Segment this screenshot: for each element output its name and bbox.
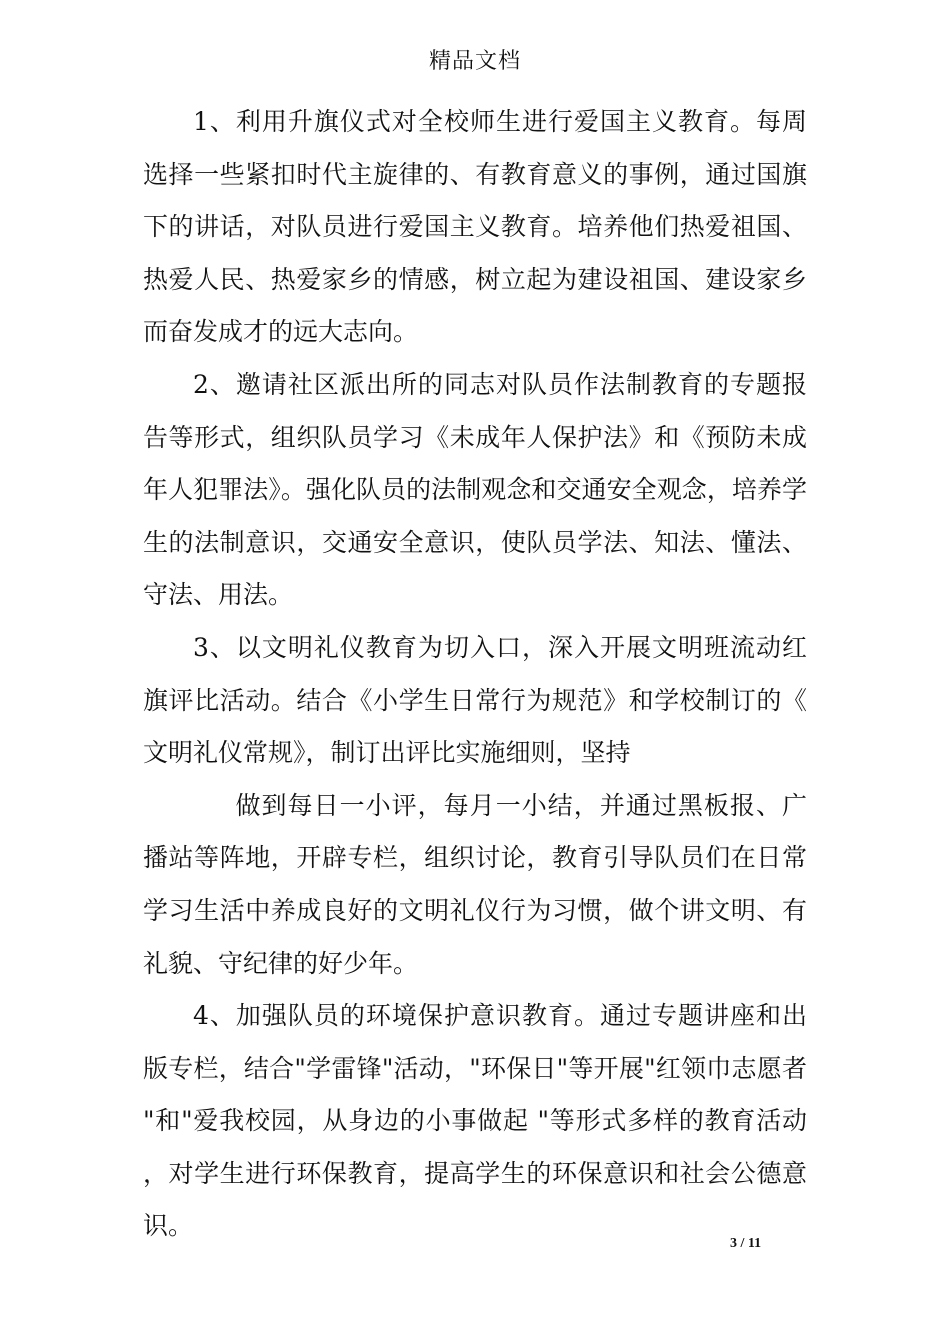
paragraph-flag-ceremony: 1、利用升旗仪式对全校师生进行爱国主义教育。每周选择一些紧扣时代主旋律的、有教育意义的事例，通过国旗下的讲话，对队员进行爱国主义教育。培养他们热爱祖国、热爱人民、热爱家乡的情感，树立起为建设祖国、建设家乡而奋发成才的远大志向。 — [143, 107, 807, 347]
paragraph-etiquette-education: 3、以文明礼仪教育为切入口，深入开展文明班流动红旗评比活动。结合《小学生日常行为规范》和学校制订的《文明礼仪常规》，制订出评比实施细则，坚持 — [143, 632, 807, 768]
paragraph-etiquette-continued: 做到每日一小评，每月一小结，并通过黑板报、广播站等阵地，开辟专栏，组织讨论，教育引导队员们在日常学习生活中养成良好的文明礼仪行为习惯，做个讲文明、有礼貌、守纪律的好少年。 — [143, 790, 807, 978]
document-body — [143, 96, 807, 1253]
paragraph-environmental-education: 4、加强队员的环境保护意识教育。通过专题讲座和出版专栏，结合"学雷锋"活动，"环保日"等开展"红领巾志愿者"和"爱我校园，从身边的小事做起 "等形式多样的教育活动，对学生进行环保教育，提高学生的环保意识和社会公德意识。 — [143, 1001, 807, 1241]
page-number: 3 / 11 — [730, 1236, 762, 1251]
paragraph-legal-education: 2、邀请社区派出所的同志对队员作法制教育的专题报告等形式，组织队员学习《未成年人保护法》和《预防未成年人犯罪法》。强化队员的法制观念和交通安全观念，培养学生的法制意识，交通安全意识，使队员学法、知法、懂法、守法、用法。 — [143, 369, 807, 610]
page-header-title: 精品文档 — [428, 49, 521, 74]
